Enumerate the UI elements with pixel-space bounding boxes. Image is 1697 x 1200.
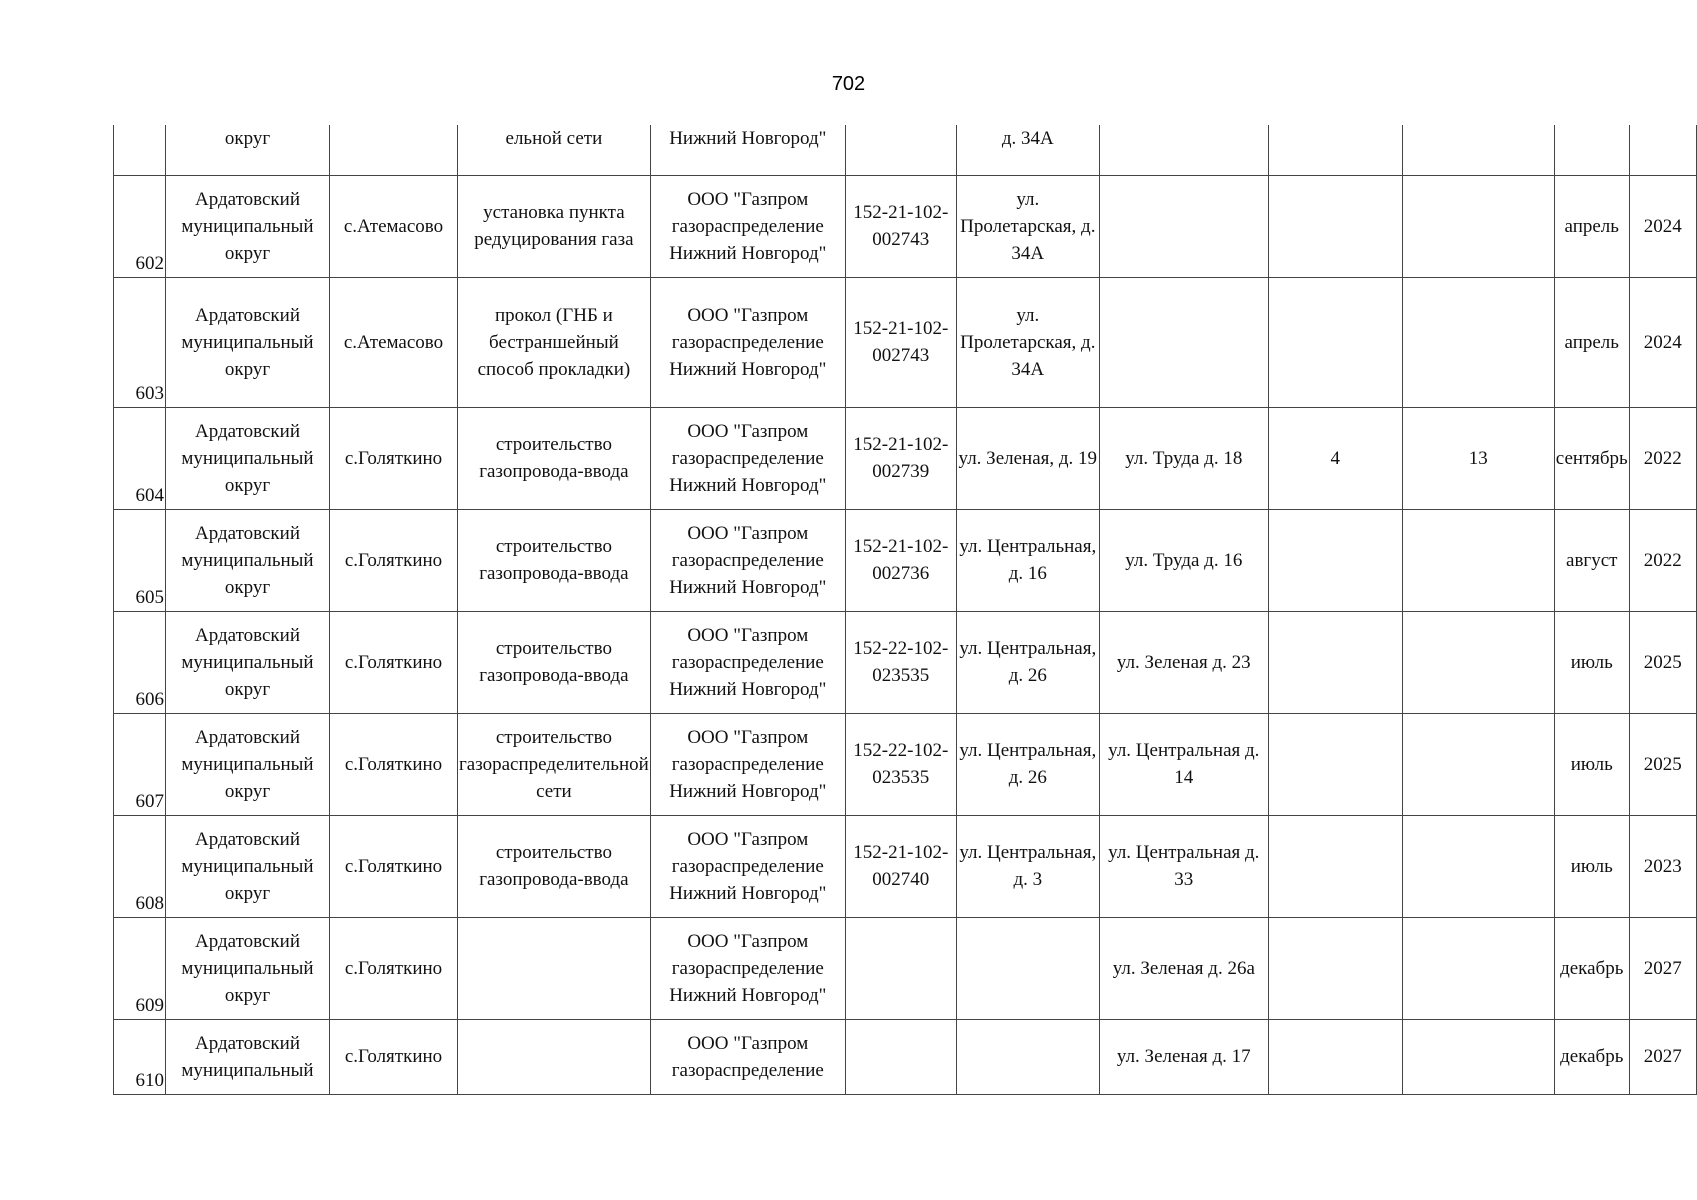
cell-address: ул. Пролетарская, д. 34А <box>956 175 1099 277</box>
cell-year: 2025 <box>1629 611 1696 713</box>
cell-district: Ардатовский муниципальный округ <box>166 917 330 1019</box>
cell-c9: 4 <box>1268 407 1402 509</box>
cell-code: 152-21-102-002743 <box>845 175 956 277</box>
cell-address <box>956 1019 1099 1094</box>
cell-connect <box>1099 277 1268 407</box>
cell-connect: ул. Зеленая д. 17 <box>1099 1019 1268 1094</box>
cell-address: ул. Зеленая, д. 19 <box>956 407 1099 509</box>
cell-month: апрель <box>1554 175 1629 277</box>
cell-num: 605 <box>114 509 166 611</box>
cell-year: 2025 <box>1629 713 1696 815</box>
cell-year: 2027 <box>1629 1019 1696 1094</box>
cell-year: 2022 <box>1629 509 1696 611</box>
cell-num: 603 <box>114 277 166 407</box>
cell-month: декабрь <box>1554 1019 1629 1094</box>
cell-org: ООО "Газпром газораспределение Нижний Новгород" <box>650 815 845 917</box>
cell-locality: с.Атемасово <box>330 277 458 407</box>
cell-c10 <box>1402 1019 1554 1094</box>
cell-num: 604 <box>114 407 166 509</box>
cell-work: строительство газопровода-ввода <box>458 815 651 917</box>
cell-num: 610 <box>114 1019 166 1094</box>
cell-district: Ардатовский муниципальный округ <box>166 815 330 917</box>
cell-locality: с.Голяткино <box>330 917 458 1019</box>
cell-year: 2024 <box>1629 277 1696 407</box>
cell-c10 <box>1402 917 1554 1019</box>
table-row <box>114 917 1697 1019</box>
cell-work: ельной сети <box>458 125 651 175</box>
cell-month: август <box>1554 509 1629 611</box>
cell-district: Ардатовский муниципальный округ <box>166 407 330 509</box>
cell-c9 <box>1268 277 1402 407</box>
cell-connect: ул. Труда д. 16 <box>1099 509 1268 611</box>
cell-locality: с.Голяткино <box>330 1019 458 1094</box>
cell-work: строительство газопровода-ввода <box>458 611 651 713</box>
cell-code: 152-21-102-002740 <box>845 815 956 917</box>
cell-c9 <box>1268 509 1402 611</box>
cell-locality: с.Голяткино <box>330 509 458 611</box>
cell-code: 152-22-102-023535 <box>845 713 956 815</box>
cell-c9 <box>1268 175 1402 277</box>
table-row <box>114 815 1697 917</box>
cell-num <box>114 125 166 175</box>
cell-district: Ардатовский муниципальный округ <box>166 175 330 277</box>
cell-work: строительство газопровода-ввода <box>458 407 651 509</box>
cell-district: Ардатовский муниципальный округ <box>166 713 330 815</box>
cell-connect: ул. Зеленая д. 23 <box>1099 611 1268 713</box>
cell-work <box>458 1019 651 1094</box>
table-row-continued <box>114 125 1697 175</box>
table-row <box>114 277 1697 407</box>
cell-c10 <box>1402 125 1554 175</box>
cell-num: 609 <box>114 917 166 1019</box>
cell-address: ул. Пролетарская, д. 34А <box>956 277 1099 407</box>
cell-district: Ардатовский муниципальный <box>166 1019 330 1094</box>
cell-district: Ардатовский муниципальный округ <box>166 509 330 611</box>
cell-c10 <box>1402 815 1554 917</box>
cell-locality: с.Голяткино <box>330 815 458 917</box>
cell-c9 <box>1268 815 1402 917</box>
cell-year: 2027 <box>1629 917 1696 1019</box>
cell-c9 <box>1268 917 1402 1019</box>
cell-c9 <box>1268 1019 1402 1094</box>
cell-work <box>458 917 651 1019</box>
cell-month: июль <box>1554 713 1629 815</box>
cell-c9 <box>1268 125 1402 175</box>
cell-code: 152-21-102-002739 <box>845 407 956 509</box>
cell-c10 <box>1402 175 1554 277</box>
cell-address: ул. Центральная, д. 16 <box>956 509 1099 611</box>
cell-c10 <box>1402 713 1554 815</box>
cell-district: Ардатовский муниципальный округ <box>166 277 330 407</box>
cell-num: 608 <box>114 815 166 917</box>
cell-month: сентябрь <box>1554 407 1629 509</box>
cell-org: ООО "Газпром газораспределение Нижний Новгород" <box>650 407 845 509</box>
cell-year: 2022 <box>1629 407 1696 509</box>
cell-district: округ <box>166 125 330 175</box>
cell-month <box>1554 125 1629 175</box>
cell-org: ООО "Газпром газораспределение Нижний Новгород" <box>650 917 845 1019</box>
cell-locality: с.Атемасово <box>330 175 458 277</box>
table-row <box>114 713 1697 815</box>
cell-num: 607 <box>114 713 166 815</box>
cell-address: ул. Центральная, д. 26 <box>956 713 1099 815</box>
cell-num: 602 <box>114 175 166 277</box>
cell-code: 152-22-102-023535 <box>845 611 956 713</box>
page-number: 702 <box>831 73 866 95</box>
cell-year: 2023 <box>1629 815 1696 917</box>
cell-month: июль <box>1554 815 1629 917</box>
cell-locality: с.Голяткино <box>330 713 458 815</box>
gasification-table <box>113 125 1697 1095</box>
cell-c10: 13 <box>1402 407 1554 509</box>
cell-connect <box>1099 175 1268 277</box>
cell-month: июль <box>1554 611 1629 713</box>
cell-locality: с.Голяткино <box>330 611 458 713</box>
cell-work: установка пункта редуцирования газа <box>458 175 651 277</box>
table-row <box>114 407 1697 509</box>
cell-org: ООО "Газпром газораспределение Нижний Новгород" <box>650 713 845 815</box>
cell-code <box>845 125 956 175</box>
cell-work: прокол (ГНБ и бестраншейный способ прокладки) <box>458 277 651 407</box>
cell-org: ООО "Газпром газораспределение Нижний Новгород" <box>650 175 845 277</box>
cell-c10 <box>1402 277 1554 407</box>
cell-address: ул. Центральная, д. 3 <box>956 815 1099 917</box>
cell-org: ООО "Газпром газораспределение Нижний Новгород" <box>650 277 845 407</box>
cell-connect: ул. Центральная д. 14 <box>1099 713 1268 815</box>
cell-code: 152-21-102-002743 <box>845 277 956 407</box>
cell-org: ООО "Газпром газораспределение <box>650 1019 845 1094</box>
cell-org: ООО "Газпром газораспределение Нижний Новгород" <box>650 611 845 713</box>
cell-district: Ардатовский муниципальный округ <box>166 611 330 713</box>
cell-work: строительство газопровода-ввода <box>458 509 651 611</box>
cell-connect: ул. Зеленая д. 26а <box>1099 917 1268 1019</box>
cell-year <box>1629 125 1696 175</box>
cell-connect <box>1099 125 1268 175</box>
cell-address: ул. Центральная, д. 26 <box>956 611 1099 713</box>
cell-connect: ул. Труда д. 18 <box>1099 407 1268 509</box>
cell-month: апрель <box>1554 277 1629 407</box>
cell-connect: ул. Центральная д. 33 <box>1099 815 1268 917</box>
cell-year: 2024 <box>1629 175 1696 277</box>
cell-locality <box>330 125 458 175</box>
table-row <box>114 611 1697 713</box>
table-row <box>114 1019 1697 1094</box>
cell-c10 <box>1402 611 1554 713</box>
cell-c10 <box>1402 509 1554 611</box>
cell-address <box>956 917 1099 1019</box>
cell-locality: с.Голяткино <box>330 407 458 509</box>
cell-org: Нижний Новгород" <box>650 125 845 175</box>
cell-code <box>845 917 956 1019</box>
cell-address: д. 34А <box>956 125 1099 175</box>
table-row <box>114 509 1697 611</box>
cell-code: 152-21-102-002736 <box>845 509 956 611</box>
cell-c9 <box>1268 611 1402 713</box>
table-row <box>114 175 1697 277</box>
cell-work: строительство газораспределительной сети <box>458 713 651 815</box>
cell-month: декабрь <box>1554 917 1629 1019</box>
cell-code <box>845 1019 956 1094</box>
cell-num: 606 <box>114 611 166 713</box>
cell-c9 <box>1268 713 1402 815</box>
cell-org: ООО "Газпром газораспределение Нижний Новгород" <box>650 509 845 611</box>
